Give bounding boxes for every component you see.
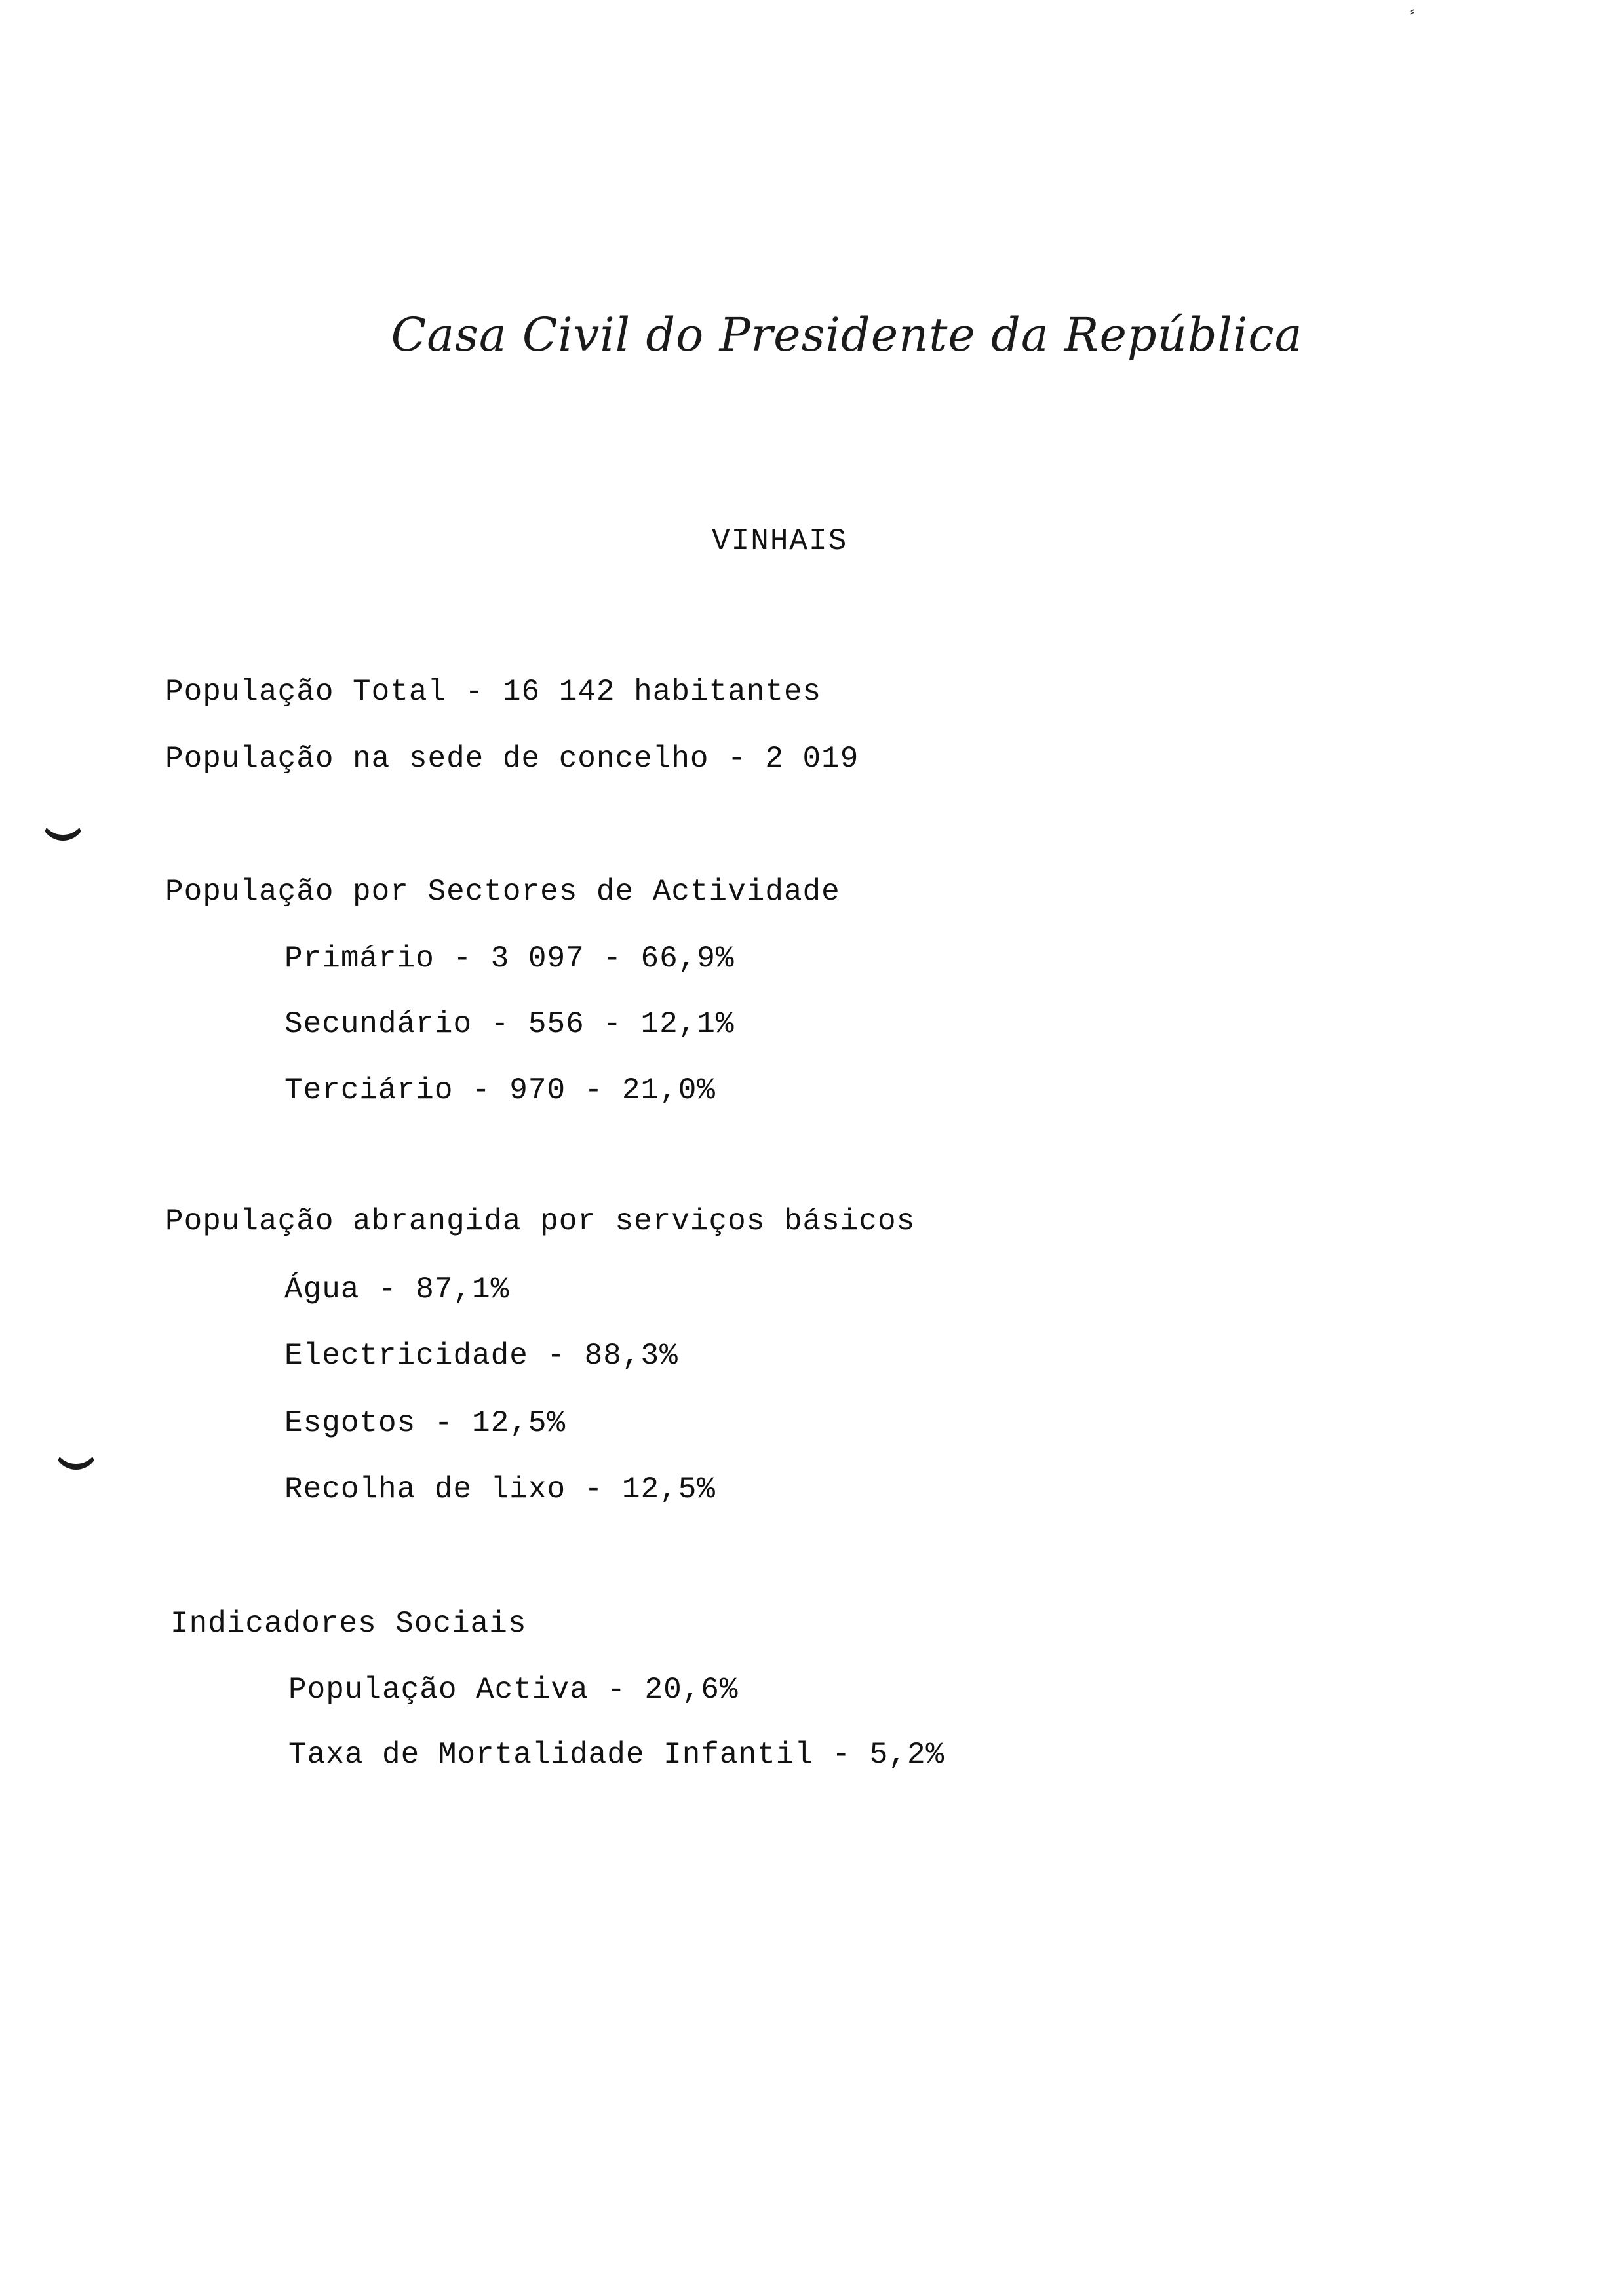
population-seat: População na sede de concelho - 2 019 (165, 742, 859, 776)
social-infant-mortality: Taxa de Mortalidade Infantil - 5,2% (288, 1738, 945, 1772)
letterhead (0, 308, 1615, 362)
sector-secondary: Secundário - 556 - 12,1% (284, 1007, 735, 1041)
sector-primary: Primário - 3 097 - 66,9% (284, 942, 735, 976)
punch-hole-bottom (54, 1442, 98, 1470)
punch-hole-top (41, 813, 85, 841)
services-heading: População abrangida por serviços básicos (165, 1204, 916, 1238)
service-waste-collection: Recolha de lixo - 12,5% (284, 1472, 716, 1506)
letterhead-text: Casa Civil do Presidente da República (391, 308, 1303, 362)
corner-mark: ⸗ (1408, 4, 1417, 20)
service-water: Água - 87,1% (284, 1272, 510, 1307)
social-heading: Indicadores Sociais (170, 1607, 527, 1641)
service-sewage: Esgotos - 12,5% (284, 1406, 566, 1440)
service-electricity: Electricidade - 88,3% (284, 1339, 678, 1373)
sectors-heading: População por Sectores de Actividade (165, 875, 840, 909)
document-title: VINHAIS (712, 524, 848, 558)
social-active-population: População Activa - 20,6% (288, 1673, 739, 1707)
sector-tertiary: Terciário - 970 - 21,0% (284, 1073, 716, 1107)
population-total: População Total - 16 142 habitantes (165, 675, 822, 709)
